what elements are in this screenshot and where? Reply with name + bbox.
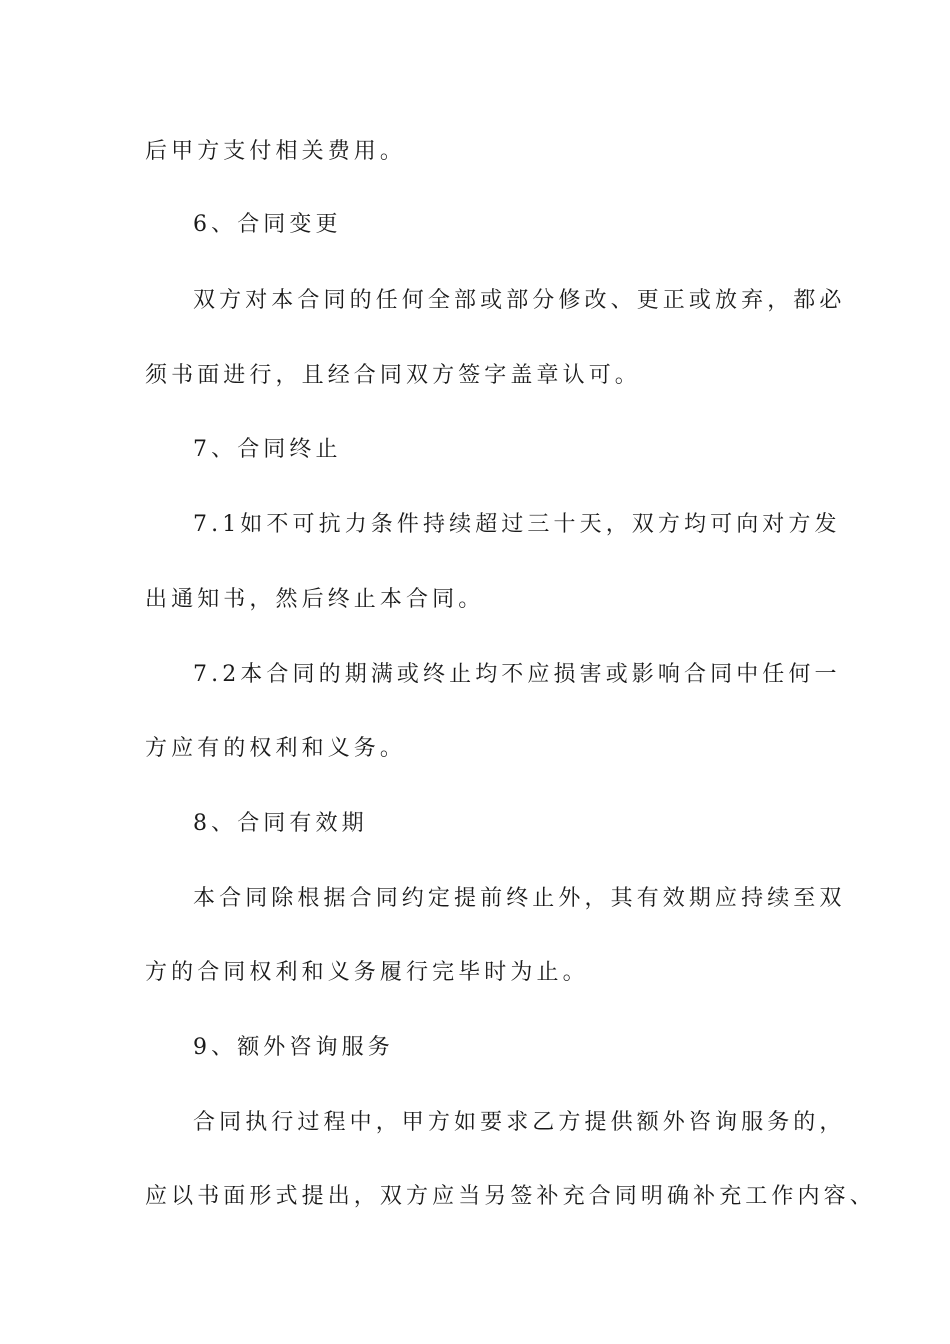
body-text-line: 出通知书，然后终止本合同。	[145, 587, 485, 612]
body-text-line: 须书面进行，且经合同双方签字盖章认可。	[145, 363, 641, 388]
paragraph-first-line: 合同执行过程中，甲方如要求乙方提供额外咨询服务的，	[193, 1110, 846, 1135]
body-text-line: 应以书面形式提出，双方应当另签补充合同明确补充工作内容、	[145, 1184, 876, 1209]
section-heading-contract-change: 6、合同变更	[193, 212, 342, 237]
paragraph-first-line: 7.2本合同的期满或终止均不应损害或影响合同中任何一	[193, 662, 841, 687]
section-heading-additional-consulting: 9、额外咨询服务	[193, 1035, 394, 1060]
body-text-line: 方应有的权利和义务。	[145, 736, 407, 761]
section-heading-contract-termination: 7、合同终止	[193, 437, 342, 462]
body-text-line: 方的合同权利和义务履行完毕时为止。	[145, 960, 589, 985]
paragraph-first-line: 本合同除根据合同约定提前终止外，其有效期应持续至双	[193, 886, 846, 911]
paragraph-first-line: 7.1如不可抗力条件持续超过三十天，双方均可向对方发	[193, 512, 841, 537]
body-text-line: 后甲方支付相关费用。	[145, 139, 407, 164]
section-heading-validity-period: 8、合同有效期	[193, 811, 368, 836]
paragraph-first-line: 双方对本合同的任何全部或部分修改、更正或放弃，都必	[193, 288, 846, 313]
